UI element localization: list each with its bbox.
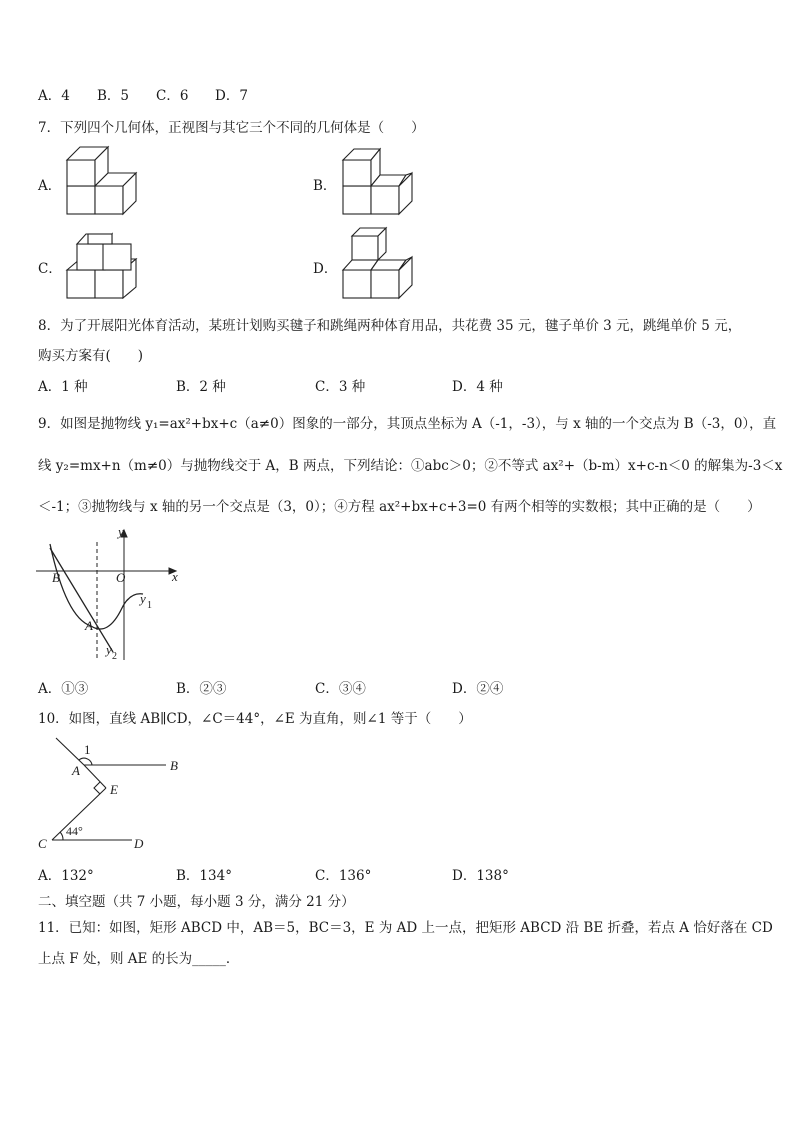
q10-option-a: A．132° xyxy=(38,868,94,884)
q9-option-b: B．②③ xyxy=(176,681,227,697)
q9-label-y1: y xyxy=(140,591,146,606)
q9-parabola-figure xyxy=(36,522,186,664)
q7-figure-c xyxy=(60,222,150,304)
q10-label-angle1: 1 xyxy=(84,742,91,757)
q9-stem-line2: 线 y₂=mx+n（m≠0）与抛物线交于 A，B 两点，下列结论：①abc＞0；②不等式 ax²+（b-m）x+c-n＜0 的解集为-3＜x xyxy=(38,458,783,474)
q10-option-d: D．138° xyxy=(452,868,509,884)
q8-option-d: D．4 种 xyxy=(452,379,503,395)
q8-stem-line2: 购买方案有( ) xyxy=(38,348,144,364)
section-heading-fill-in: 二、填空题（共 7 小题，每小题 3 分，满分 21 分） xyxy=(38,894,355,910)
q9-label-o: O xyxy=(116,570,126,585)
q9-stem-line1: 9．如图是抛物线 y₁=ax²+bx+c（a≠0）图象的一部分，其顶点坐标为 A（-1，-3），与 x 轴的一个交点为 B（-3，0），直 xyxy=(38,416,777,432)
q8-option-b: B．2 种 xyxy=(176,379,226,395)
q9-option-a: A．①③ xyxy=(38,681,89,697)
q7-label-d: D． xyxy=(313,261,338,277)
q10-stem: 10．如图，直线 AB∥CD，∠C＝44°，∠E 为直角，则∠1 等于（ ） xyxy=(38,711,472,727)
q9-option-d: D．②④ xyxy=(452,681,504,697)
q9-label-x-axis: x xyxy=(172,569,178,584)
q10-option-b: B．134° xyxy=(176,868,232,884)
q10-label-44deg: 44° xyxy=(66,824,83,838)
q6-option-c: C．6 xyxy=(156,88,189,104)
q10-label-e: E xyxy=(110,782,118,797)
q11-stem-line1: 11．已知：如图，矩形 ABCD 中，AB＝5，BC＝3，E 为 AD 上一点，把矩形 ABCD 沿 BE 折叠，若点 A 恰好落在 CD xyxy=(38,920,773,936)
q10-option-c: C．136° xyxy=(315,868,372,884)
q7-label-a: A． xyxy=(38,178,62,194)
q9-stem-line3: ＜-1；③抛物线与 x 轴的另一个交点是（3，0）；④方程 ax²+bx+c+3=0 有两个相等的实数根；其中正确的是（ ） xyxy=(38,499,761,515)
q9-label-y-axis: y xyxy=(118,524,124,539)
q10-label-c: C xyxy=(38,836,47,851)
q10-label-b: B xyxy=(170,758,178,773)
q7-figure-b xyxy=(336,140,426,222)
q7-figure-d xyxy=(336,222,426,304)
q10-label-a: A xyxy=(72,763,80,778)
q9-label-y2-sub: 2 xyxy=(112,651,117,662)
q9-label-b: B xyxy=(52,570,60,585)
q9-label-y2: y xyxy=(106,642,112,657)
q7-stem: 7．下列四个几何体，正视图与其它三个不同的几何体是（ ） xyxy=(38,120,425,136)
q7-label-b: B． xyxy=(313,178,337,194)
q9-option-c: C．③④ xyxy=(315,681,366,697)
q6-option-d: D．7 xyxy=(215,88,248,104)
q9-label-y1-sub: 1 xyxy=(147,600,152,611)
q8-option-c: C．3 种 xyxy=(315,379,366,395)
q8-option-a: A．1 种 xyxy=(38,379,88,395)
q10-label-d: D xyxy=(134,836,144,851)
q11-stem-line2: 上点 F 处，则 AE 的长为_____． xyxy=(38,951,240,967)
q8-stem-line1: 8．为了开展阳光体育活动，某班计划购买毽子和跳绳两种体育用品，共花费 35 元，毽子单价 3 元，跳绳单价 5 元， xyxy=(38,318,742,334)
q10-parallel-lines-figure xyxy=(36,732,186,854)
q7-figure-a xyxy=(60,140,150,222)
q9-label-a: A xyxy=(85,618,93,633)
q7-label-c: C． xyxy=(38,261,62,277)
q6-option-b: B．5 xyxy=(97,88,130,104)
q6-option-a: A．4 xyxy=(38,88,70,104)
